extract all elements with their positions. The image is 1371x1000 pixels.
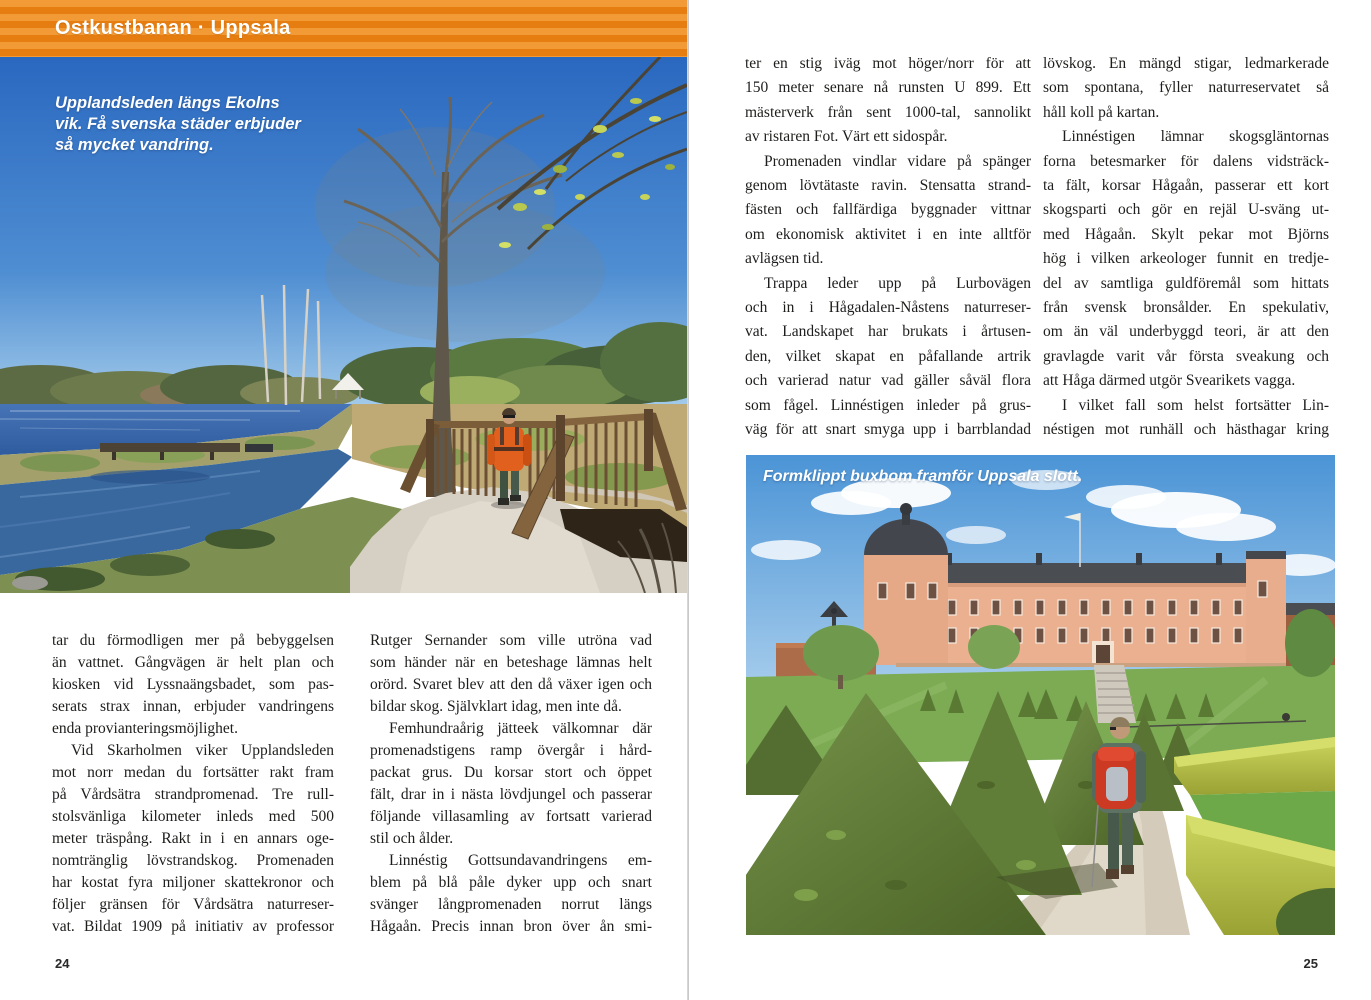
page-gutter-line (687, 0, 689, 1000)
left-page-column-2: Rutger Sernander som ville utröna vad som händer när en beteshage lämnas helt orörd. Svaret blev att den då växer igen och bildar skog. Självklart idag, men inte då. Femhundraårig jätteek välkomnar där promenadstigens ramp övergår i hård- packat grus. Du korsar stort och öppet fält, drar in i nästa lövdjungel och passerar följande villasamling av fortsatt varierad stil och ålder. Linnéstig Gottsundavandringens em- blem på blå påle dyker upp och snart svänger långpromenaden norrut längs Hågaån. Precis innan bron över ån smi- (370, 632, 652, 935)
park-tree (968, 625, 1020, 669)
boxwood-hedges (1174, 737, 1335, 935)
left-page-column-1: tar du förmodligen mer på bebyggelsen än vattnet. Gångvägen är helt plan och kiosken vid Lyssnaängsbadet, som pas- serats strax innan, erbjuder vandringens enda provianteringsmöjlighet. Vid Skarholmen viker Upplandsleden mot norr medan du fortsätter rakt fram på Vårdsätra strandpromenad. Tre rull- stolsvänliga kilometer inleds med 500 meter träspång. Rakt in i en annars oge- nomtränglig lövstrandskog. Promenaden har kostat fyra miljoner skattekronor och följer gränsen för Vårdsätra naturreser- vat. Bildat 1909 på initiativ av professor (52, 632, 334, 935)
uppsala-castle-illustration (746, 455, 1335, 935)
chapter-header (0, 0, 687, 57)
photo-caption-right: Formklippt buxbom framför Uppsala slott. (763, 468, 1083, 485)
right-page-column-2: lövskog. En mängd stigar, ledmarkerade som spontana, fyller naturreservatet så håll koll på kartan. Linnéstigen lämnar skogsgläntornas forna betesmarker för dalens vidsträck- ta fält, korsar Hågaån, passerar ett kort skogsparti och gör en rejäl U-sväng ut- med Hågaån. Skylt pekar mot Björns hög i vilken arkeologer funnit en tredje- del av samtliga guldföremål som hittats från svensk bronsålder. En spekulativ, om än väl underbyggd teori, är att den gravlagde varit vår första sveakung och att Håga därmed utgör Svearikets vagga. I vilket fall som helst fortsätter Lin- néstigen mot runhäll och hästhagar kring (1043, 55, 1329, 439)
photo-ekoln-trail (0, 57, 687, 593)
photo-caption-left: Upplandsleden längs Ekolns vik. Få svenska städer erbjuder så mycket vandring. (55, 94, 301, 154)
park-tree (1285, 609, 1335, 677)
page-number-left: 24 (55, 956, 70, 971)
page-number-right: 25 (1303, 956, 1318, 971)
person-on-lawn (1282, 713, 1290, 721)
photo-uppsala-castle-garden (746, 455, 1335, 935)
right-page-column-1: ter en stig iväg mot höger/norr för att 150 meter senare nå runsten U 899. Ett mästerverk från sent 1000-tal, sannolikt av ristaren Fot. Värt ett sidospår. Promenaden vindlar vidare på spänger genom lövtätaste ravin. Stensatta strand- fästen och fallfärdiga byggnader vittnar om ekonomisk aktivitet i en inte alltför avlägsen tid. Trappa leder upp på Lurbovägen och in i Hågadalen-Nåstens naturreser- vat. Landskapet har brukats i årtusen- den, vilket skapat en påfallande artrik och varierad natur vad gäller såväl flora som fågel. Linnéstigen inleder på grus- väg för att snart smyga upp i barrblandad (745, 55, 1031, 439)
park-tree (803, 625, 879, 681)
chapter-title: Ostkustbanan · Uppsala (55, 16, 291, 39)
